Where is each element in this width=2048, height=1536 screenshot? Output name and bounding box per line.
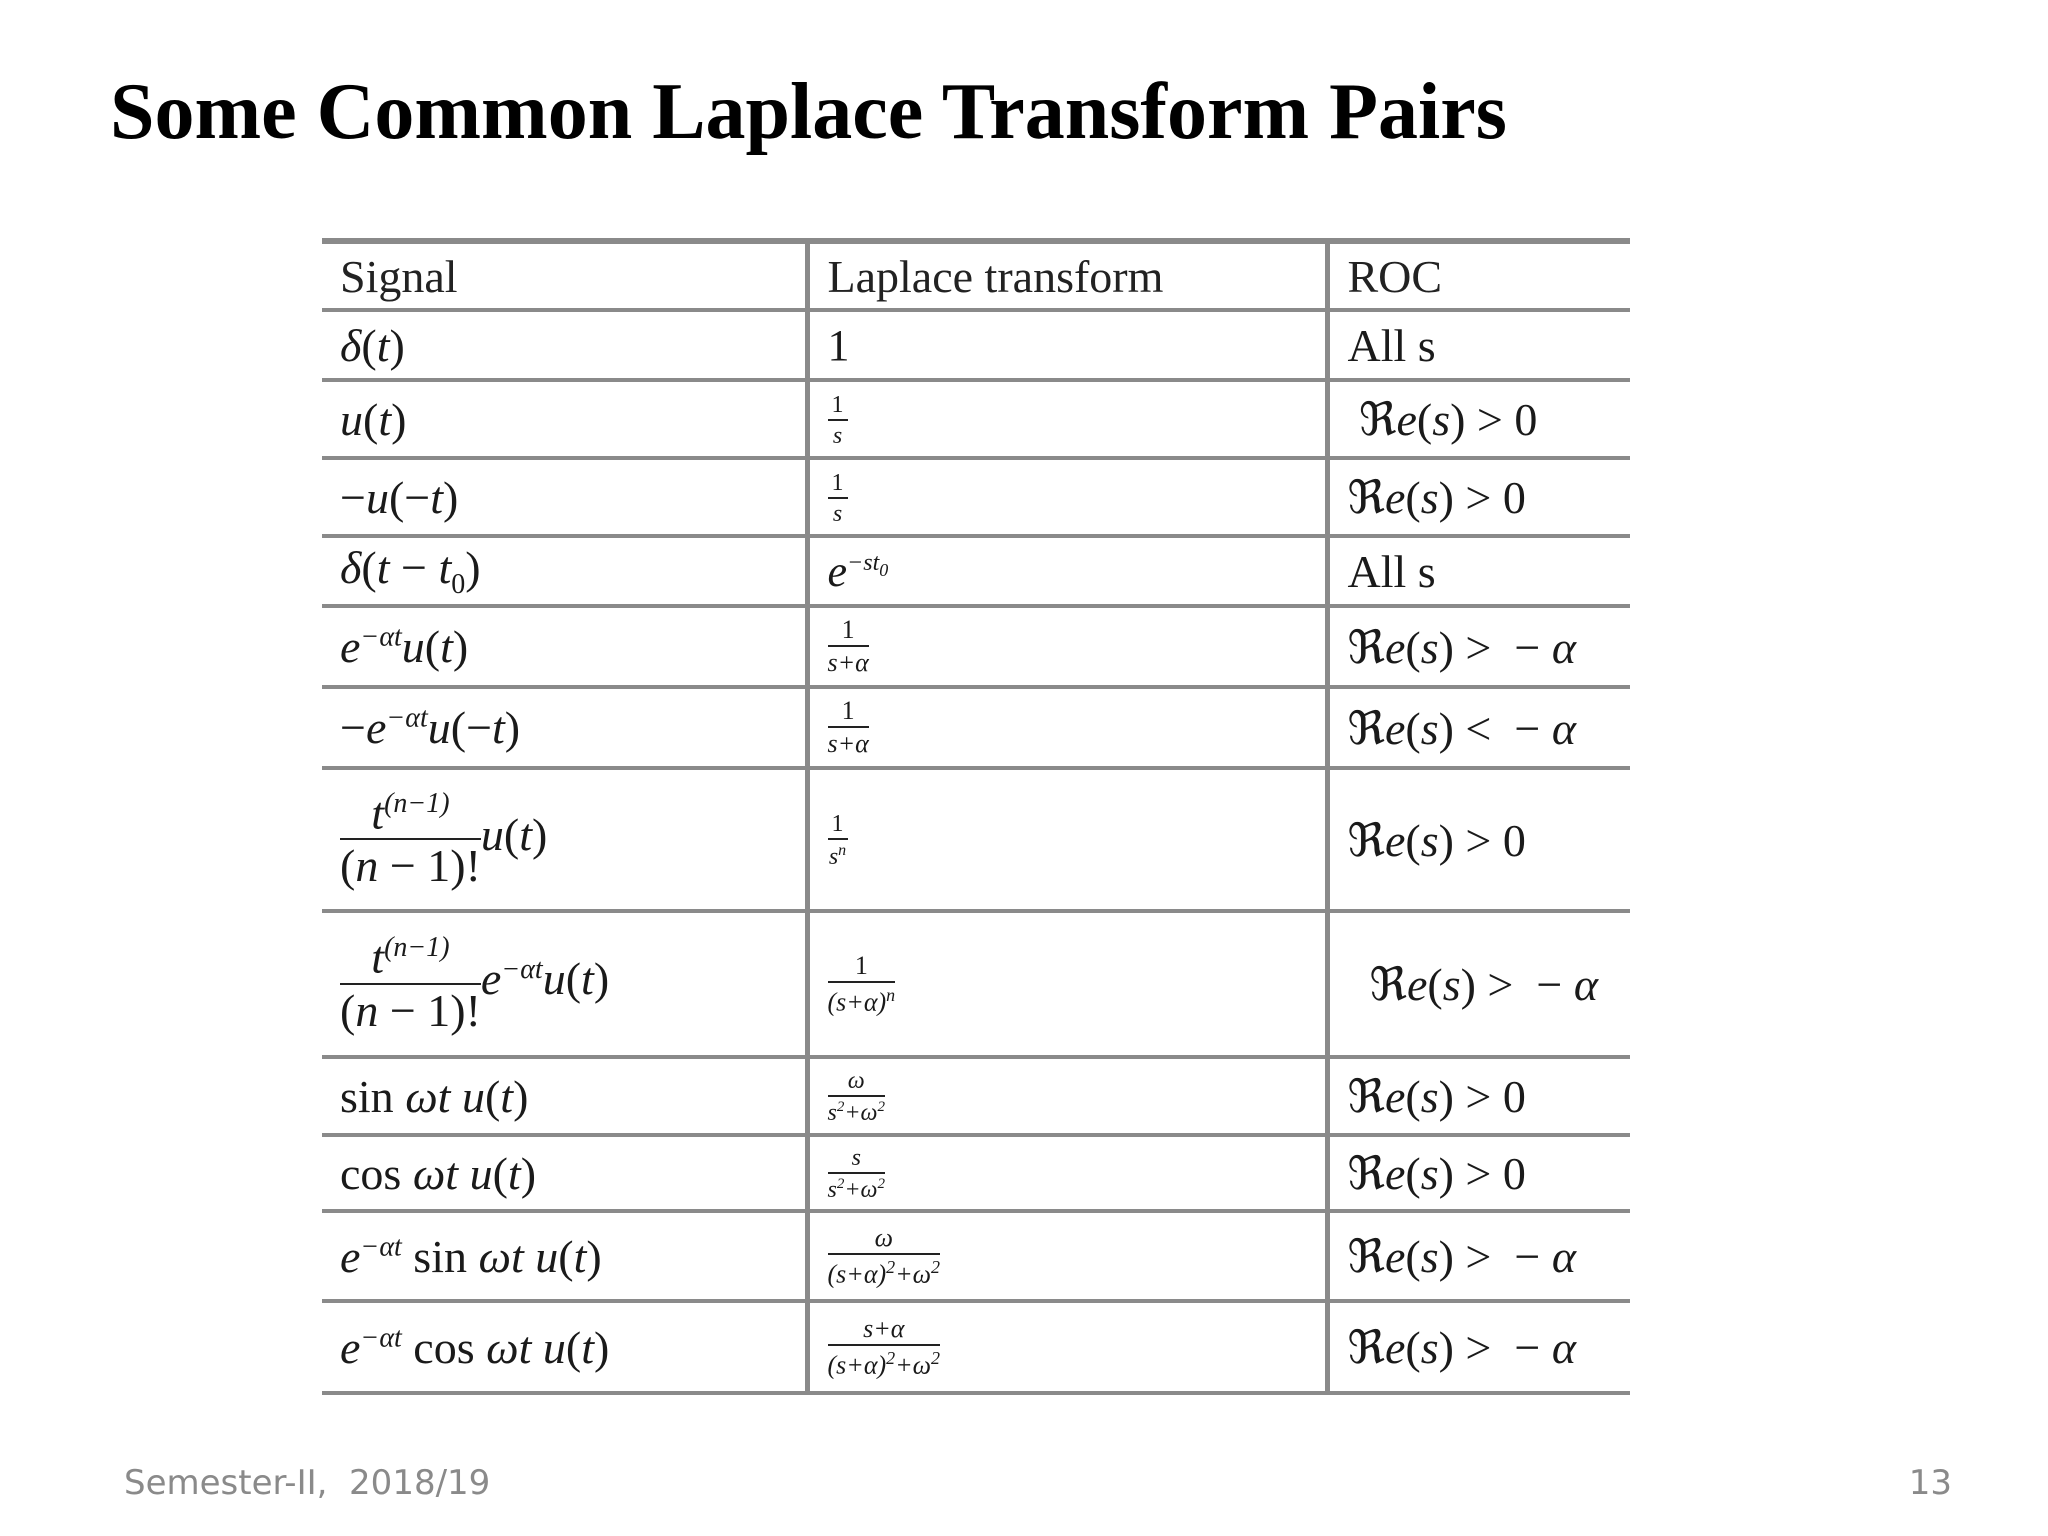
roc-cell: ℜe(s) > − α [1327,1301,1630,1393]
table-row [322,911,1630,1057]
signal-cell: $\frac{t^{(n-1)}}{(n - 1)!}$ $e^{-\alpha t}u(t)$ [322,911,807,1057]
signal-cell: $\delta(t - t_0)$ [322,536,807,606]
header-signal: Signal [322,241,807,310]
transform-cell: $\frac{1}{s+\alpha}$ [807,687,1327,768]
table-row [322,458,1630,536]
transform-cell: $e^{-st_0}$ [807,536,1327,606]
laplace-table [322,238,1630,1395]
page-number: 13 [1908,1463,1952,1503]
roc-cell: ℜe(s) > 0 [1327,380,1630,458]
roc-cell: ℜe(s) > − α [1327,911,1630,1057]
transform-cell: $\frac{s+\alpha}{(s+\alpha)^2+\omega^2}$ [807,1301,1327,1393]
laplace-table-container [322,238,1630,1395]
signal-cell: $e^{-\alpha t}$ cos ωt u(t) [322,1301,807,1393]
transform-cell: $\frac{1}{s}$ [807,458,1327,536]
signal-cell: $e^{-\alpha t}$ sin ωt u(t) [322,1211,807,1301]
signal-cell: sin ωt u(t) [322,1057,807,1135]
roc-cell: ℜe(s) > − α [1327,606,1630,687]
roc-cell: ℜe(s) > − α [1327,1211,1630,1301]
signal-cell: $e^{-\alpha t}u(t)$ [322,606,807,687]
signal-cell: −u(−t) [322,458,807,536]
table-row [322,310,1630,380]
header-laplace-transform: Laplace transform [807,241,1327,310]
roc-cell: ℜe(s) > 0 [1327,768,1630,911]
transform-cell: $\frac{1}{s}$ [807,380,1327,458]
header-roc: ROC [1327,241,1630,310]
table-row [322,606,1630,687]
slide-title: Some Common Laplace Transform Pairs [110,68,1507,156]
table-row [322,1301,1630,1393]
table-row [322,1211,1630,1301]
transform-cell: 1 [807,310,1327,380]
table-row [322,1135,1630,1211]
roc-cell: ℜe(s) > 0 [1327,458,1630,536]
table-row [322,687,1630,768]
transform-cell: $\frac{\omega}{s^2+\omega^2}$ [807,1057,1327,1135]
roc-cell: ℜe(s) > 0 [1327,1135,1630,1211]
signal-cell: cos ωt u(t) [322,1135,807,1211]
roc-cell: All s [1327,536,1630,606]
transform-cell: $\frac{s}{s^2+\omega^2}$ [807,1135,1327,1211]
roc-cell: All s [1327,310,1630,380]
table-header-row [322,241,1630,310]
table-row [322,1057,1630,1135]
roc-cell: ℜe(s) < − α [1327,687,1630,768]
transform-cell: $\frac{\omega}{(s+\alpha)^2+\omega^2}$ [807,1211,1327,1301]
roc-cell: ℜe(s) > 0 [1327,1057,1630,1135]
transform-cell: $\frac{1}{s+\alpha}$ [807,606,1327,687]
signal-cell: $\frac{t^{(n-1)}}{(n - 1)!}$ u(t) [322,768,807,911]
transform-cell: $\frac{1}{(s+\alpha)^n}$ [807,911,1327,1057]
signal-cell: u(t) [322,380,807,458]
footer-semester: Semester-II, 2018/19 [124,1463,491,1503]
table-row [322,768,1630,911]
table-row [322,380,1630,458]
table-row [322,536,1630,606]
transform-cell: $\frac{1}{s^n}$ [807,768,1327,911]
signal-cell: δ(t) [322,310,807,380]
signal-cell: $-e^{-\alpha t}u(-t)$ [322,687,807,768]
